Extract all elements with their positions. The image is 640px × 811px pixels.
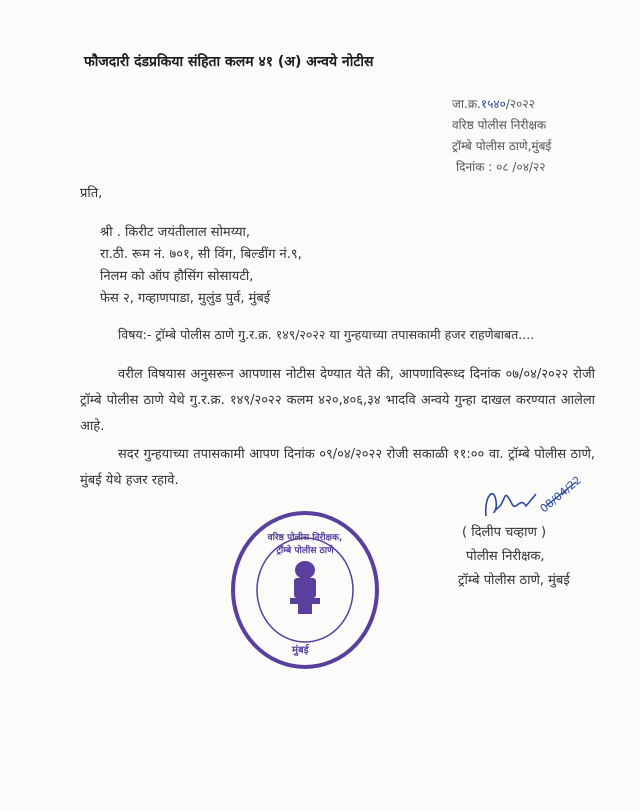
- addressee-line: श्री . किरीट जयंतीलाल सोमय्या,: [100, 225, 251, 240]
- ref-prefix: जा.क्र.: [452, 97, 481, 111]
- reference-number: [452, 95, 535, 112]
- signature-date: 08/04/22: [537, 473, 584, 516]
- ref-handwritten: १५४०: [480, 97, 506, 111]
- addressee-line: फेस २, गव्हाणपाडा, मुलुंड पुर्व, मुंबई: [100, 291, 271, 306]
- addressee-line: रा.ठी. रूम नं. ७०१, सी विंग, बिल्डींग नं.९,: [100, 247, 302, 262]
- seal-text-bottom: मुंबई: [292, 645, 309, 656]
- subject-line: विषय:- ट्रॉम्बे पोलीस ठाणे गु.र.क्र. १४९/२०२२ या गुन्हयाच्या तपासकामी हजर राहणेबाबत....: [118, 327, 535, 342]
- ref-date: दिनांक : ०८ /०४/२२: [456, 160, 546, 174]
- addressee-line: निलम को ऑप हौसिंग सोसायटी,: [100, 269, 254, 284]
- paragraph-1-text: वरील विषयास अनुसरून आपणास नोटीस देण्यात येते की, आपणाविरूध्द दिनांक ०७/०४/२०२२ रोजी ट्रॉम्बे पोलीस ठाणे येथे गु.र.क्र. १४९/२०२२ कलम ४२०,४०६,३४ भादवि अन्वये गुन्हा दाखल करण्यात आलेला आहे.: [80, 367, 595, 434]
- salutation: प्रति,: [80, 186, 103, 201]
- ref-designation: वरिष्ठ पोलीस निरीक्षक: [452, 118, 547, 132]
- seal-text-top: वरिष्ठ पोलीस निरीक्षक, ट्रॉम्बे पोलीस ठाणे: [267, 533, 343, 556]
- paragraph-1: [80, 362, 595, 440]
- official-seal: [230, 510, 380, 670]
- ref-station: ट्रॉम्बे पोलीस ठाणे,मुंबई: [452, 139, 552, 153]
- signatory-name: ( दिलीप चव्हाण ): [462, 525, 547, 540]
- emblem-icon: [290, 561, 320, 614]
- paragraph-2-text: सदर गुन्हयाच्या तपासकामी आपण दिनांक ०९/०४/२०२२ रोजी सकाळी ११:०० वा. ट्रॉम्बे पोलीस ठाणे, मुंबई येथे हजर रहावे.: [80, 447, 595, 488]
- signatory-designation: पोलीस निरीक्षक,: [466, 549, 545, 564]
- ref-suffix: /२०२२: [505, 97, 535, 111]
- signatory-station: ट्रॉम्बे पोलीस ठाणे, मुंबई: [458, 573, 570, 588]
- document-title: फौजदारी दंडप्रकिया संहिता कलम ४१ (अ) अन्वये नोटीस: [84, 54, 374, 70]
